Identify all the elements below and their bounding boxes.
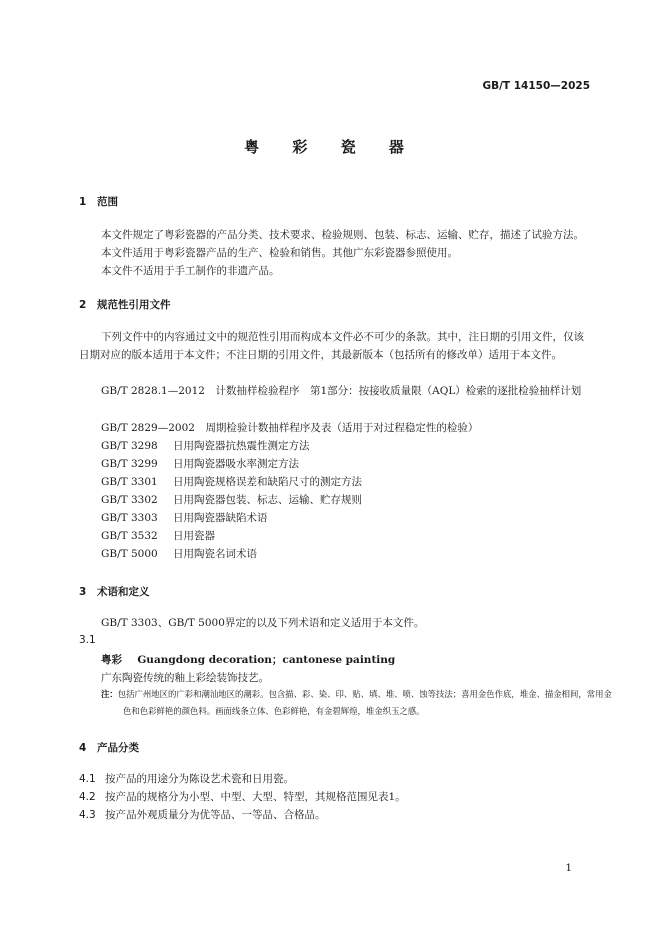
reference-name: 日用瓷器: [173, 530, 215, 542]
reference-item: [101, 456, 299, 471]
term-note: [101, 686, 614, 720]
reference-name: 计数抽样检验程序 第1部分：按接收质量限（AQL）检索的逐批检验抽样计划: [215, 385, 582, 397]
paragraph: 下列文件中的内容通过文中的规范性引用而构成本文件必不可少的条款。其中，注日期的引用文件，仅该日期对应的版本适用于本文件；不注日期的引用文件，其最新版本（包括所有的修改单）适用于本文件。: [79, 331, 584, 361]
document-title: 粤 彩 瓷 器: [244, 138, 418, 156]
standard-code: GB/T 14150—2025: [482, 80, 590, 92]
reference-name: 日用陶瓷名词术语: [173, 548, 257, 560]
paragraph: 本文件适用于粤彩瓷器产品的生产、检验和销售。其他广东彩瓷器参照使用。: [101, 247, 458, 259]
reference-code: GB/T 2828.1—2012: [101, 385, 205, 397]
reference-name: 日用陶瓷器包装、标志、运输、贮存规则: [173, 494, 362, 506]
section-heading-terms-definitions: [79, 584, 150, 599]
term-chinese: 粤彩: [101, 654, 122, 666]
reference-name: 日用陶瓷器缺陷术语: [173, 512, 268, 524]
list-item: [79, 789, 406, 804]
reference-item: [101, 438, 310, 453]
reference-name: 周期检验计数抽样程序及表（适用于对过程稳定性的检验）: [205, 422, 479, 434]
section-number: 2: [79, 299, 87, 311]
reference-item: [101, 546, 257, 561]
reference-code: GB/T 3302: [101, 494, 158, 506]
reference-item: [79, 382, 592, 400]
term-definition: 广东陶瓷传统的釉上彩绘装饰技艺。: [101, 672, 269, 684]
reference-name: 日用陶瓷器抗热震性测定方法: [173, 440, 310, 452]
list-item: [79, 771, 294, 786]
note-label: 注：: [101, 689, 118, 699]
reference-code: GB/T 3303: [101, 512, 158, 524]
section-number: 4: [79, 742, 87, 754]
section-title: 产品分类: [97, 742, 139, 754]
item-text: 按产品外观质量分为优等品、一等品、合格品。: [105, 809, 326, 821]
page-number: 1: [565, 862, 572, 874]
reference-code: GB/T 3299: [101, 458, 158, 470]
list-item: [79, 807, 326, 822]
section-heading-normative-references: [79, 297, 171, 312]
item-text: 按产品的用途分为陈设艺术瓷和日用瓷。: [105, 773, 294, 785]
reference-code: GB/T 3301: [101, 476, 158, 488]
reference-code: GB/T 3532: [101, 530, 158, 542]
reference-code: GB/T 5000: [101, 548, 158, 560]
section-number: 1: [79, 196, 87, 208]
term-entry: [101, 652, 395, 667]
reference-item: [101, 492, 362, 507]
term-number: 3.1: [79, 634, 96, 646]
reference-item: [101, 420, 478, 435]
term-english: Guangdong decoration；cantonese painting: [137, 654, 396, 666]
reference-name: 日用陶瓷器吸水率测定方法: [173, 458, 299, 470]
reference-item: [101, 510, 268, 525]
item-number: 4.1: [79, 773, 96, 785]
reference-code: GB/T 3298: [101, 440, 158, 452]
reference-item: [101, 528, 215, 543]
item-number: 4.2: [79, 791, 96, 803]
item-number: 4.3: [79, 809, 96, 821]
paragraph: 本文件不适用于手工制作的非遗产品。: [101, 265, 280, 277]
reference-item: [101, 474, 362, 489]
reference-name: 日用陶瓷规格误差和缺陷尺寸的测定方法: [173, 476, 362, 488]
section-heading-scope: [79, 194, 118, 209]
section-title: 规范性引用文件: [97, 299, 171, 311]
section-heading-product-classification: [79, 740, 139, 755]
section-title: 范围: [97, 196, 118, 208]
paragraph: GB/T 3303、GB/T 5000界定的以及下列术语和定义适用于本文件。: [101, 617, 425, 629]
section-title: 术语和定义: [97, 586, 150, 598]
paragraph: 本文件规定了粤彩瓷器的产品分类、技术要求、检验规则、包装、标志、运输、贮存，描述了试验方法。: [101, 229, 584, 241]
note-text: 包括广州地区的广彩和潮汕地区的潮彩。包含描、彩、染、印、贴、填、堆、喷、蚀等技法；喜用金色作底，堆金、描金相间，常用金色和色彩鲜艳的颜色料。画面线条立体、色彩鲜艳，有金碧辉煌，堆金织玉之感。: [117, 689, 612, 716]
section-number: 3: [79, 586, 87, 598]
reference-code: GB/T 2829—2002: [101, 422, 195, 434]
item-text: 按产品的规格分为小型、中型、大型、特型，其规格范围见表1。: [105, 791, 406, 803]
